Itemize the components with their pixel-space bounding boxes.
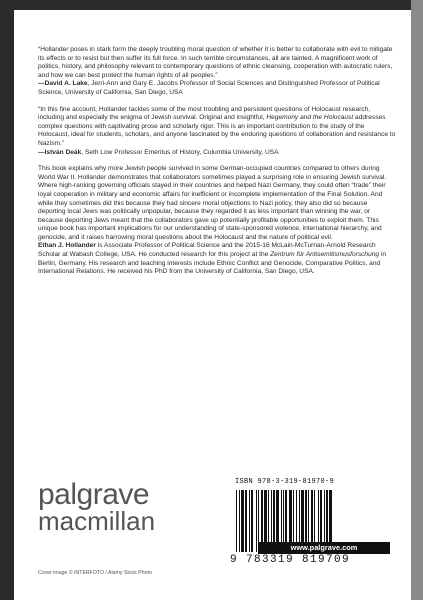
barcode-bar — [256, 490, 257, 552]
endorsement-text-part: “In this fine account, Hollander tackles some of the most troubling and persistent questions of Holocaust research, including and especially the enigma of Jewish survival. Original and insightful, — [38, 105, 371, 122]
endorsement-text-part: addresses complex questions with captivating prose and scholarly rigor. This is an important contribution to the study of the Holocaust, ideal for students, scholars, and anyone fascinated by the enduring questions of collaboration and resistance to Nazism.” — [38, 114, 396, 147]
endorsement-lake — [38, 46, 396, 98]
endorsement-attribution — [38, 80, 396, 97]
bio-text: in Berlin, Germany. His research and teaching interests include Ethnic Conflict and Genocide, Comparative Politics, and International Relations. He received his PhD from the University of California, San Diego, USA. — [38, 251, 387, 276]
top-border — [0, 0, 423, 10]
barcode-bar — [251, 490, 253, 552]
barcode-bar — [249, 490, 250, 552]
isbn-label: ISBN 978-3-319-81970-9 — [235, 478, 335, 486]
barcode-bar — [239, 490, 240, 552]
endorser-affiliation: , Seth Low Professor Emeritus of History, Columbia University, USA — [81, 148, 279, 156]
right-edge — [411, 0, 423, 600]
spine-edge — [0, 0, 14, 600]
barcode-bar — [241, 490, 244, 552]
publisher-logo — [38, 480, 155, 534]
institute-name: Zentrum für Antisemitismusforschung — [270, 251, 380, 259]
barcode-bar — [245, 490, 247, 552]
endorsement-attribution — [38, 149, 396, 158]
publisher-website[interactable]: www.palgrave.com — [258, 542, 390, 554]
author-bio — [38, 242, 396, 276]
book-title: Hegemony and the Holocaust — [266, 114, 354, 122]
endorser-affiliation: , Jerri-Ann and Gary E. Jacobs Professor of Social Sciences and Distinguished Professor of Political Science, University of California, San Diego, USA — [38, 80, 380, 96]
isbn-barcode-block — [230, 476, 388, 576]
cover-image-credit: Cover image © INTERFOTO / Alamy Stock Photo — [38, 570, 152, 576]
endorsement-text — [38, 106, 396, 149]
publisher-logo-line2: macmillan — [38, 506, 156, 536]
endorser-name: —David A. Lake — [38, 80, 88, 88]
bio-text: is Associate Professor of Political Science and the 2015-16 McLain-McTurnan-Arnold Research Scholar at Wabash College, USA. He conducted research for this project at the — [38, 242, 376, 259]
barcode-bar — [236, 490, 237, 552]
book-description: This book explains why more Jewish people survived in some German-occupied countries compared to others during World War II. Hollander demonstrates that collaborators sometimes played a surprising role in ensuring Jewish survival. Where high-ranking governing officials stayed in their countries and helped Nazi Germany, they could often “trade” their loyal cooperation in military and economic affairs for inefficient or incomplete implementation of the Final Solution. And while they sometimes did this because they had sincere moral objections to Nazi policy, they also did so because deporting local Jews was politically unpopular, because they regarded it as less important than winning the war, or because deporting Jews meant that the collaborators gave up potentially profitable opportunities to exploit them. This unique book has important implications for our understanding of state-sponsored violence, international hierarchy, and genocide, and it raises harrowing moral questions about the Holocaust and the nature of political evil. — [38, 165, 387, 241]
publisher-logo-line1: palgrave — [38, 478, 150, 511]
endorsement-deak — [38, 106, 396, 158]
endorsement-text: “Hollander poses in stark form the deeply troubling moral question of whether it is better to collaborate with evil to mitigate its effects or to resist but then suffer its full force. In such terrible circumstances, all are tainted. A magnificent work of politics, history, and philosophy relevant to contemporary questions of ethnic cleansing, cooperation with autocratic rulers, and how we can best protect the human rights of all peoples.” — [38, 46, 393, 79]
ean-digits: 9 783319 819709 — [230, 554, 351, 566]
back-cover-text — [38, 46, 396, 277]
author-name: Ethan J. Hollander — [38, 242, 96, 250]
endorser-name: —István Deák — [38, 148, 82, 156]
